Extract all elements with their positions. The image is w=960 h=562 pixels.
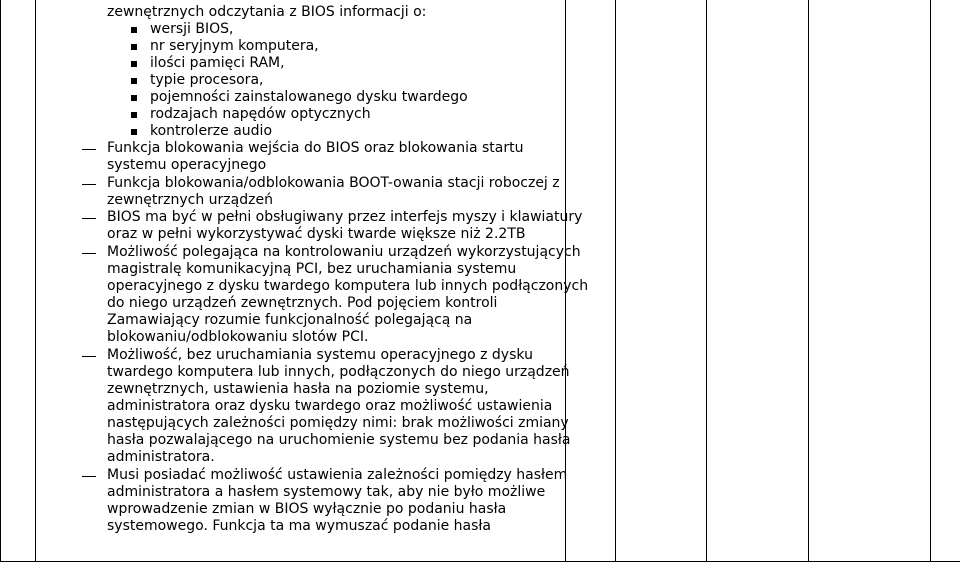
bios-info-item-text: nr seryjnym komputera, [150,38,319,55]
square-bullet-icon [131,44,137,50]
feature-text-line: administratora oraz dysku twardego oraz możliwość ustawienia [107,398,553,415]
feature-text-line: zewnętrznych, ustawienia hasła na poziomie systemu, [107,381,489,398]
dash-bullet-icon [82,184,96,185]
feature-text-line: wprowadzenie zmian w BIOS wyłącznie po podaniu hasła [107,501,507,518]
feature-text-line: Zamawiający rozumie funkcjonalność polegającą na [107,312,473,329]
dash-bullet-icon [82,476,96,477]
feature-text-line: Funkcja blokowania/odblokowania BOOT-owania stacji roboczej z [107,174,560,191]
column-divider [808,0,809,562]
feature-text-line: zewnętrznych urządzeń [107,191,273,208]
bios-info-item-text: pojemności zainstalowanego dysku twardego [150,89,468,106]
square-bullet-icon [131,129,137,135]
feature-text-line: systemowego. Funkcja ta ma wymuszać podanie hasła [107,518,491,535]
square-bullet-icon [131,112,137,118]
bios-info-item-text: typie procesora, [150,72,264,89]
feature-text-line: operacyjnego z dysku twardego komputera lub innych podłączonych [107,278,589,295]
feature-text-line: Musi posiadać możliwość ustawienia zależności pomiędzy hasłem [107,466,568,483]
feature-text-line: hasła pozwalającego na uruchomienie systemu bez podania hasła [107,432,571,449]
column-divider [35,0,36,562]
bios-info-item-text: kontrolerze audio [150,123,273,140]
feature-text-line: blokowaniu/odblokowaniu slotów PCI. [107,329,369,346]
bios-info-item-text: rodzajach napędów optycznych [150,106,371,123]
column-divider [930,0,931,562]
feature-text-line: BIOS ma być w pełni obsługiwany przez interfejs myszy i klawiatury [107,209,583,226]
intro-text: zewnętrznych odczytania z BIOS informacji o: [107,4,427,20]
feature-text-line: administratora a hasłem systemowy tak, aby nie było możliwe [107,484,546,500]
feature-text-line: Możliwość polegająca na kontrolowaniu urządzeń wykorzystujących [107,244,581,261]
table-border-left [0,0,1,562]
feature-text-line: administratora. [107,449,215,466]
feature-text-line: Możliwość, bez uruchamiania systemu operacyjnego z dysku [107,347,533,363]
square-bullet-icon [131,61,137,67]
feature-text-line: następujących zależności pomiędzy nimi: brak możliwości zmiany [107,415,569,432]
square-bullet-icon [131,27,137,33]
bios-info-item-text: wersji BIOS, [150,21,234,38]
feature-text-line: systemu operacyjnego [107,157,267,174]
column-divider [706,0,707,562]
dash-bullet-icon [82,218,96,219]
square-bullet-icon [131,95,137,101]
bios-info-item-text: ilości pamięci RAM, [150,55,285,72]
square-bullet-icon [131,78,137,84]
feature-text-line: twardego komputera lub innych, podłączonych do niego urządzeń [107,364,570,381]
feature-text-line: magistralę komunikacyjną PCI, bez uruchamiania systemu [107,261,517,278]
dash-bullet-icon [82,253,96,254]
feature-text-line: oraz w pełni wykorzystywać dyski twarde większe niż 2.2TB [107,226,526,243]
dash-bullet-icon [82,356,96,357]
feature-text-line: do niego urządzeń zewnętrznych. Pod pojęciem kontroli [107,295,498,312]
dash-bullet-icon [82,149,96,150]
feature-text-line: Funkcja blokowania wejścia do BIOS oraz blokowania startu [107,140,524,157]
column-divider [615,0,616,562]
